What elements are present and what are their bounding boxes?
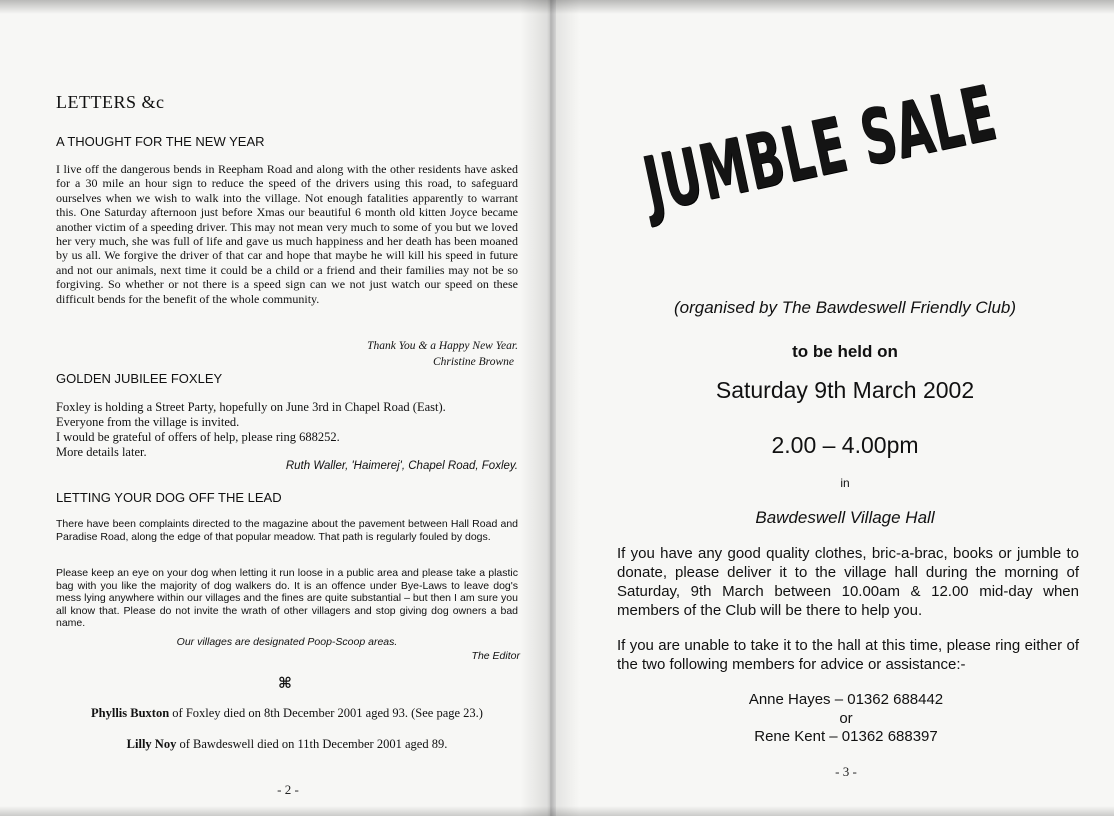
contact-anne-hayes: Anne Hayes – 01362 688442 — [748, 691, 944, 708]
jubilee-line-4: More details later. — [56, 445, 147, 459]
held-on-line: to be held on — [792, 342, 898, 361]
event-date: Saturday 9th March 2002 — [715, 377, 975, 403]
jubilee-signature: Ruth Waller, 'Haimerej', Chapel Road, Foxley. — [285, 460, 518, 472]
page-heading: LETTERS &c — [56, 92, 165, 112]
obituary-1-name: Phyllis Buxton — [91, 706, 170, 720]
page-number-right: - 3 - — [835, 764, 857, 779]
obituary-2 — [56, 737, 518, 752]
obituary-1 — [56, 706, 518, 721]
letter-new-year-body: I live off the dangerous bends in Reepham Road and along with the other residents have asked for a 30 mile an hour sign to reduce the speed of the drivers using this road, to safeguard ourselves when we wish to walk into the village. Not enough fatalities apparently to warrant this. One Saturday afternoon just before Xmas our beautiful 6 month old kitten Joyce became another victim of a speeding driver. This may not mean very much to some of you but we loved her very much, she was full of life and gave us much happiness and her death has been moaned by us all. We forgive the driver of that car and hope that maybe he will kill his speed in future and not our animals, next time it could be a child or a friend and their families may not be so forgiving. So whether or not there is a speed sign can we not just watch our speed on these difficult bends for the benefit of the whole community. — [56, 162, 518, 306]
venue: Bawdeswell Village Hall — [755, 508, 935, 527]
separator-icon: ⌘ — [278, 676, 292, 692]
jubilee-line-2: Everyone from the village is invited. — [56, 415, 240, 429]
section-title-new-year: A THOUGHT FOR THE NEW YEAR — [56, 134, 265, 149]
dog-para-2: Please keep an eye on your dog when letting it run loose in a public area and please take a plastic bag with you like the majority of dog walkers do. It is an offence under Bye-Laws to leave dog's mess lying anywhere within our villages and the fines are quite substantial – but then I am sure you all know that. Please do not invite the wrath of other villagers and stop giving dog owners a bad name. — [56, 567, 518, 630]
section-title-jubilee: GOLDEN JUBILEE FOXLEY — [56, 371, 223, 386]
dog-signature: The Editor — [471, 650, 520, 662]
poop-scoop-note: Our villages are designated Poop-Scoop areas. — [176, 636, 398, 648]
contact-rene-kent: Rene Kent – 01362 688397 — [754, 728, 938, 745]
obituary-2-name: Lilly Noy — [126, 737, 177, 751]
binding-gutter — [520, 0, 580, 816]
organiser-line: (organised by The Bawdeswell Friendly Club) — [673, 298, 1017, 317]
contact-paragraph: If you are unable to take it to the hall at this time, please ring either of the two following members for advice or assistance:- — [617, 637, 1079, 673]
jumble-sale-headline: JUMBLE SALE — [636, 67, 1004, 230]
dog-para-1: There have been complaints directed to the magazine about the pavement between Hall Road and Paradise Road, along the edge of that popular meadow. That path is regularly fouled by dogs. — [56, 518, 518, 543]
letter-author: Christine Browne — [432, 356, 514, 368]
obituary-1-text: of Foxley died on 8th December 2001 aged 93. (See page 23.) — [169, 706, 483, 720]
donation-paragraph: If you have any good quality clothes, bric-a-brac, books or jumble to donate, please deliver it to the village hall during the morning of Saturday, 9th March between 10.00am & 12.00 mid-day when members of the Club will be there to help you. — [617, 545, 1079, 619]
obituary-2-text: of Bawdeswell died on 11th December 2001 aged 89. — [176, 737, 448, 751]
in-word: in — [840, 476, 850, 490]
jubilee-text — [56, 400, 526, 460]
page-number-left: - 2 - — [277, 782, 299, 797]
jubilee-line-3: I would be grateful of offers of help, please ring 688252. — [56, 430, 340, 444]
event-time: 2.00 – 4.00pm — [771, 432, 919, 458]
bottom-edge-shadow — [0, 806, 1114, 816]
left-page — [0, 0, 550, 816]
jubilee-line-1: Foxley is holding a Street Party, hopefully on June 3rd in Chapel Road (East). — [56, 400, 446, 414]
letter-signoff: Thank You & a Happy New Year. — [367, 340, 518, 352]
section-title-dog: LETTING YOUR DOG OFF THE LEAD — [56, 490, 282, 505]
top-edge-shadow — [0, 0, 1114, 14]
or-word: or — [839, 710, 853, 727]
